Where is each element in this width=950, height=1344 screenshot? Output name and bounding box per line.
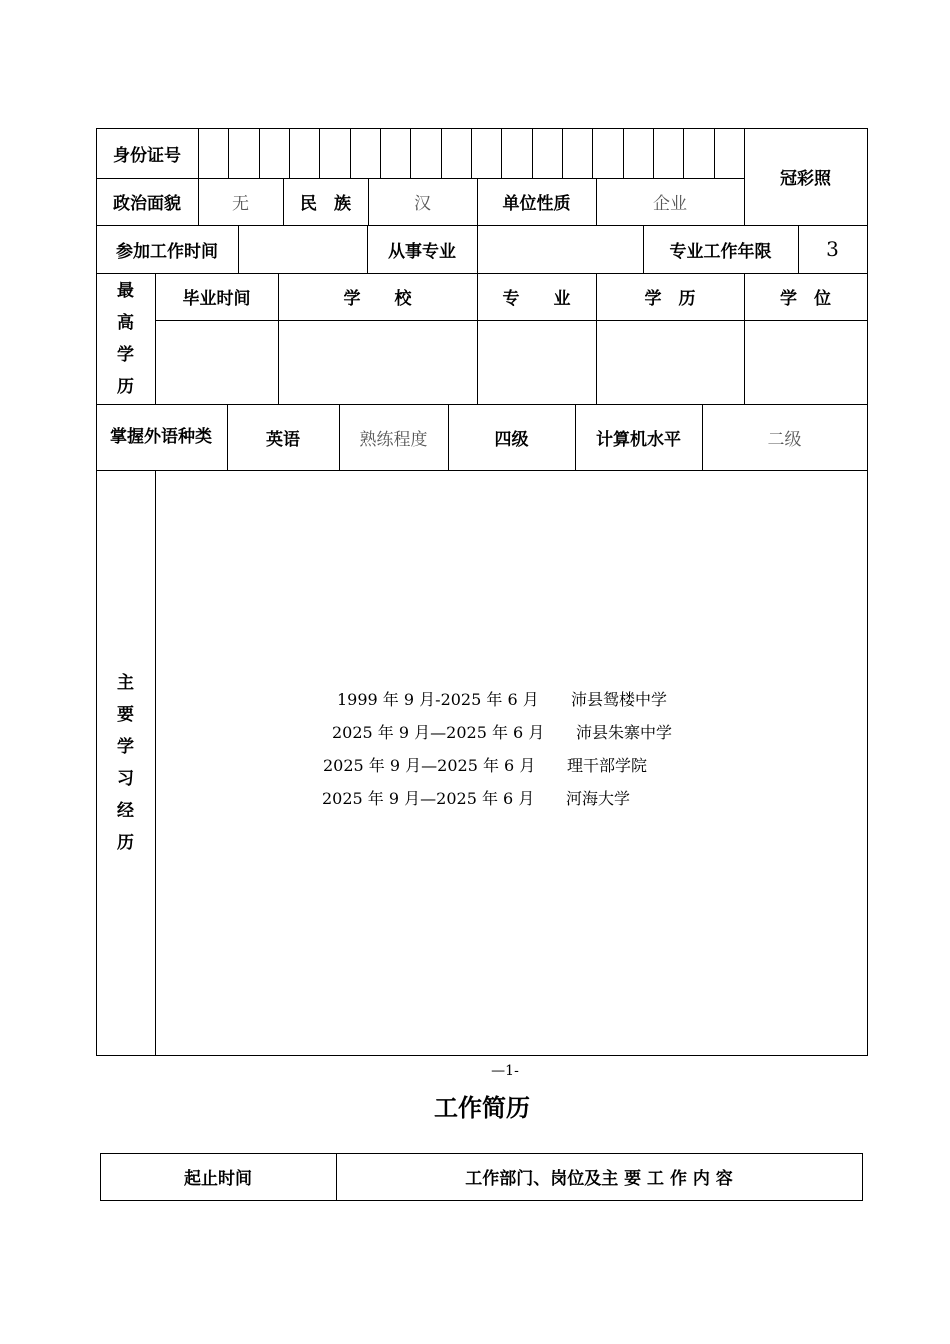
study-entry-school: 沛县朱寨中学 [576, 723, 673, 742]
id-number-label: 身份证号 [113, 145, 181, 166]
study-entry-period: 2025 年 9 月—2025 年 6 月 [323, 756, 536, 775]
years-value[interactable]: 3 [826, 237, 839, 261]
id-digit-box[interactable] [289, 128, 319, 178]
proficiency-label: 熟练程度 [359, 429, 428, 450]
major-work-label: 从事专业 [388, 241, 456, 262]
ethnicity-value[interactable]: 汉 [414, 194, 431, 214]
id-digit-box[interactable] [683, 128, 713, 178]
photo-label: 冠彩照 [780, 169, 831, 189]
graduation-time-value[interactable] [155, 320, 278, 404]
id-digit-box[interactable] [653, 128, 683, 178]
page-number: —1- [491, 1063, 519, 1079]
degree-header: 学 位 [780, 289, 831, 309]
degree-level-value[interactable] [596, 320, 744, 404]
content-column-header: 工作部门、岗位及主 要 工 作 内 容 [465, 1169, 733, 1189]
id-digit-box[interactable] [501, 128, 531, 178]
major-header: 专 业 [502, 289, 571, 309]
id-digit-box[interactable] [471, 128, 501, 178]
study-history-label: 主 要 学 习 经 历 [117, 672, 134, 853]
major-value[interactable] [477, 320, 596, 404]
id-digit-box[interactable] [592, 128, 622, 178]
id-digit-box[interactable] [532, 128, 562, 178]
id-digit-box[interactable] [714, 128, 744, 178]
id-digit-box[interactable] [623, 128, 653, 178]
school-value[interactable] [278, 320, 477, 404]
major-work-value[interactable] [477, 225, 643, 273]
work-history-title: 工作简历 [434, 1094, 530, 1122]
unit-type-value[interactable]: 企业 [653, 194, 687, 214]
foreign-language-label: 掌握外语种类 [110, 427, 212, 447]
graduation-time-header: 毕业时间 [182, 289, 251, 309]
study-entry-school: 理干部学院 [567, 756, 648, 775]
id-digit-box[interactable] [198, 128, 228, 178]
unit-type-label: 单位性质 [502, 194, 571, 214]
study-entry-school: 河海大学 [566, 789, 631, 808]
id-digit-box[interactable] [350, 128, 380, 178]
proficiency-value[interactable]: 四级 [494, 429, 529, 450]
work-start-value[interactable] [238, 225, 367, 273]
id-digit-box[interactable] [562, 128, 592, 178]
politics-value[interactable]: 无 [232, 194, 249, 214]
work-start-label: 参加工作时间 [116, 241, 218, 262]
id-digit-box[interactable] [319, 128, 349, 178]
degree-level-header: 学 历 [644, 289, 696, 309]
politics-label: 政治面貌 [113, 194, 181, 214]
degree-value[interactable] [744, 320, 867, 404]
years-label: 专业工作年限 [669, 241, 772, 262]
study-entry-school: 沛县鸳楼中学 [571, 690, 668, 709]
ethnicity-label: 民 族 [300, 194, 351, 214]
computer-level-label: 计算机水平 [596, 429, 681, 450]
highest-education-label: 最 高 学 历 [117, 280, 134, 397]
study-entry-period: 2025 年 9 月—2025 年 6 月 [322, 789, 535, 808]
foreign-language-value[interactable]: 英语 [266, 429, 300, 450]
id-digit-box[interactable] [441, 128, 471, 178]
study-entry-period: 1999 年 9 月-2025 年 6 月 [337, 690, 539, 709]
id-digit-box[interactable] [410, 128, 440, 178]
id-digit-box[interactable] [259, 128, 289, 178]
period-column-header: 起止时间 [184, 1169, 252, 1189]
school-header: 学 校 [343, 289, 412, 309]
study-entry-period: 2025 年 9 月—2025 年 6 月 [332, 723, 545, 742]
id-digit-box[interactable] [228, 128, 258, 178]
computer-level-value[interactable]: 二级 [767, 429, 802, 450]
id-digit-box[interactable] [380, 128, 410, 178]
